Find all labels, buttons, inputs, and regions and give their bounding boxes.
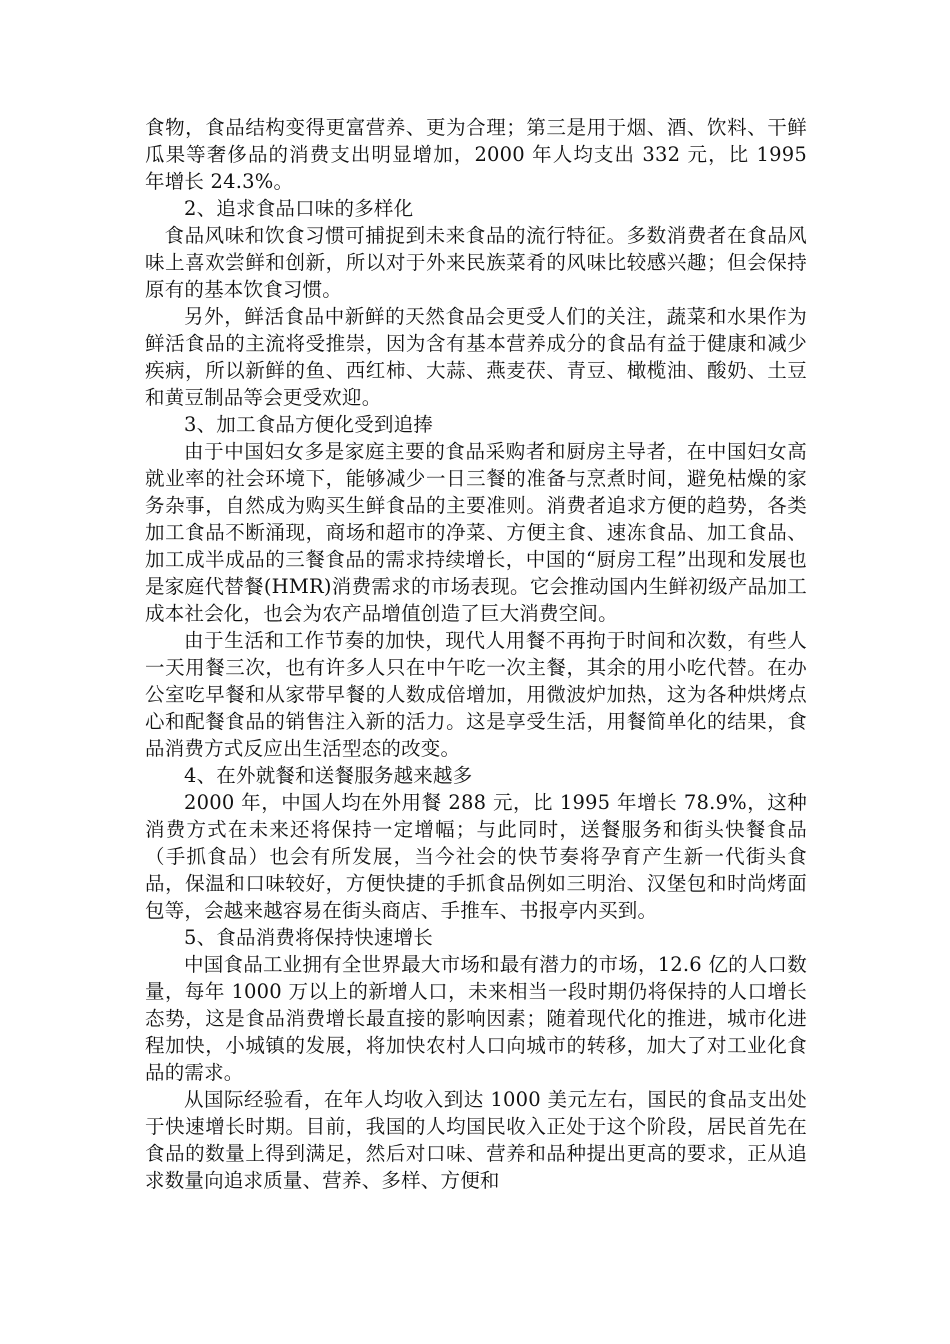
section-heading-4: 4、在外就餐和送餐服务越来越多 xyxy=(184,764,473,787)
paragraph-flavor: 食品风味和饮食习惯可捕捉到未来食品的流行特征。多数消费者在食品风味上喜欢尝鲜和创新，所以对于外来民族菜肴的风味比较感兴趣；但会保持原有的基本饮食习惯。 xyxy=(145,224,807,301)
paragraph-international-experience: 从国际经验看，在年人均收入到达 1000 美元左右，国民的食品支出处于快速增长时期。目前，我国的人均国民收入正处于这个阶段，居民首先在食品的数量上得到满足，然后对口味、营养和品种提出更高的要求，正从追求数量向追求质量、营养、多样、方便和 xyxy=(145,1088,807,1192)
section-heading-3: 3、加工食品方便化受到追捧 xyxy=(184,413,434,436)
paragraph-dining-out: 2000 年，中国人均在外用餐 288 元，比 1995 年增长 78.9%，这种消费方式在未来还将保持一定增幅；与此同时，送餐服务和街头快餐食品（手抓食品）也会有所发展，当今社会的快节奏将孕育产生新一代街头食品，保温和口味较好，方便快捷的手抓食品例如三明治、汉堡包和时尚烤面包等，会越来越容易在街头商店、手推车、书报亭内买到。 xyxy=(145,791,807,922)
document-page xyxy=(145,114,807,1194)
section-heading-2: 2、追求食品口味的多样化 xyxy=(184,197,414,220)
paragraph-fresh-food: 另外，鲜活食品中新鲜的天然食品会更受人们的关注，蔬菜和水果作为鲜活食品的主流将受推崇，因为含有基本营养成分的食品有益于健康和减少疾病，所以新鲜的鱼、西红柿、大蒜、燕麦茯、青豆、橄榄油、酸奶、土豆和黄豆制品等会更受欢迎。 xyxy=(145,305,807,409)
paragraph-food-structure: 食物，食品结构变得更富营养、更为合理；第三是用于烟、酒、饮料、干鲜瓜果等奢侈品的消费支出明显增加，2000 年人均支出 332 元，比 1995 年增长 24.3%。 xyxy=(145,116,807,193)
section-heading-5: 5、食品消费将保持快速增长 xyxy=(184,926,434,949)
paragraph-lifestyle: 由于生活和工作节奏的加快，现代人用餐不再拘于时间和次数，有些人一天用餐三次，也有许多人只在中午吃一次主餐，其余的用小吃代替。在办公室吃早餐和从家带早餐的人数成倍增加，用微波炉加热，这为各种烘烤点心和配餐食品的销售注入新的活力。这是享受生活，用餐简单化的结果，食品消费方式反应出生活型态的改变。 xyxy=(145,629,807,760)
paragraph-market-growth: 中国食品工业拥有全世界最大市场和最有潜力的市场，12.6 亿的人口数量，每年 1000 万以上的新增人口，未来相当一段时期仍将保持的人口增长态势，这是食品消费增长最直接的影响因素；随着现代化的推进，城市化进程加快，小城镇的发展，将加快农村人口向城市的转移，加大了对工业化食品的需求。 xyxy=(145,953,807,1084)
paragraph-processed-food: 由于中国妇女多是家庭主要的食品采购者和厨房主导者，在中国妇女高就业率的社会环境下，能够减少一日三餐的准备与烹煮时间，避免枯燥的家务杂事，自然成为购买生鲜食品的主要准则。消费者追求方便的趋势，各类加工食品不断涌现，商场和超市的净菜、方便主食、速冻食品、加工食品、加工成半成品的三餐食品的需求持续增长，中国的“厨房工程”出现和发展也是家庭代替餐(HMR)消费需求的市场表现。它会推动国内生鲜初级产品加工成本社会化，也会为农产品增值创造了巨大消费空间。 xyxy=(145,440,807,625)
